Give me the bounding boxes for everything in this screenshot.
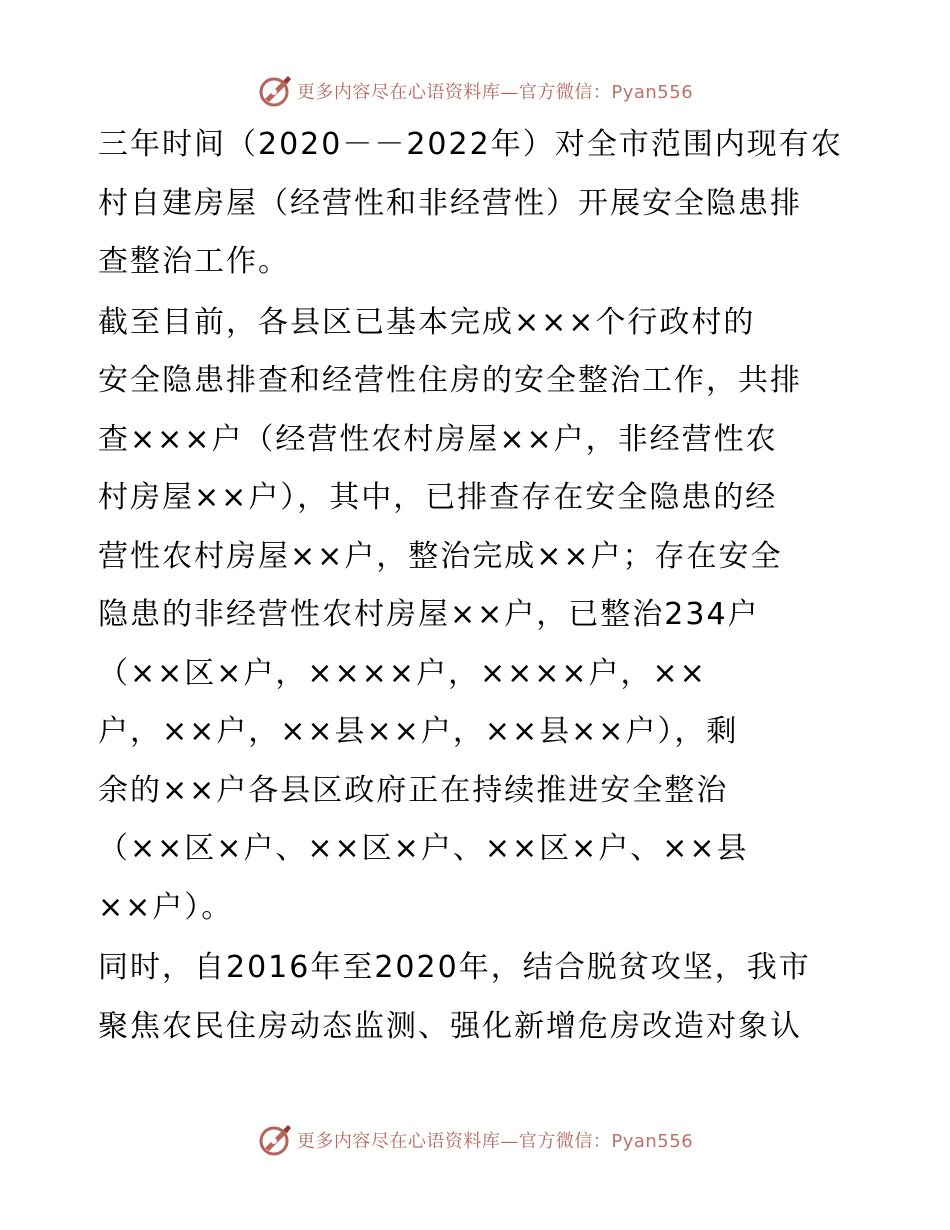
text-line: 截至目前，各县区已基本完成×××个行政村的 bbox=[98, 304, 756, 340]
footer-watermark bbox=[0, 1120, 950, 1160]
text-line: 村自建房屋（经营性和非经营性）开展安全隐患排 bbox=[98, 185, 802, 221]
text-line: 同时，自2016年至2020年，结合脱贫攻坚，我市 bbox=[98, 950, 811, 985]
text-line: ××户）。 bbox=[98, 889, 234, 925]
text-line: 查×××户（经营性农村房屋××户，非经营性农 bbox=[98, 421, 778, 457]
text-line: 安全隐患排查和经营性住房的安全整治工作，共排 bbox=[98, 363, 802, 398]
pen-logo-icon bbox=[257, 73, 293, 109]
watermark-text: 更多内容尽在心语资料库—官方微信：Pyan556 bbox=[296, 1131, 694, 1152]
text-line: 户，××户，××县××户，××县××户），剩 bbox=[98, 714, 739, 749]
pen-logo-icon bbox=[257, 1122, 293, 1158]
text-line: 营性农村房屋××户，整治完成××户；存在安全 bbox=[98, 538, 783, 574]
text-line: 隐患的非经营性农村房屋××户，已整治234户 bbox=[98, 597, 760, 632]
header-watermark bbox=[0, 71, 950, 111]
text-line: 余的××户各县区政府正在持续推进安全整治 bbox=[98, 772, 729, 808]
paragraph-2 bbox=[98, 294, 858, 938]
wechat-id: Pyan556 bbox=[611, 82, 694, 103]
text-line: 村房屋××户），其中，已排查存在安全隐患的经 bbox=[98, 480, 778, 515]
paragraph-3 bbox=[98, 939, 858, 1056]
text-line: 聚焦农民住房动态监测、强化新增危房改造对象认 bbox=[98, 1008, 802, 1044]
text-line: （××区×户、××区×户、××区×户、××县 bbox=[98, 831, 749, 866]
text-line: 三年时间（2020－－2022年）对全市范围内现有农 bbox=[98, 127, 843, 162]
text-line: （××区×户，××××户，××××户，×× bbox=[98, 655, 707, 691]
text-line: 查整治工作。 bbox=[98, 244, 290, 279]
wechat-id: Pyan556 bbox=[611, 1131, 694, 1152]
paragraph-1 bbox=[98, 116, 858, 292]
watermark-text: 更多内容尽在心语资料库—官方微信：Pyan556 bbox=[296, 82, 694, 103]
document-body bbox=[98, 116, 858, 1056]
